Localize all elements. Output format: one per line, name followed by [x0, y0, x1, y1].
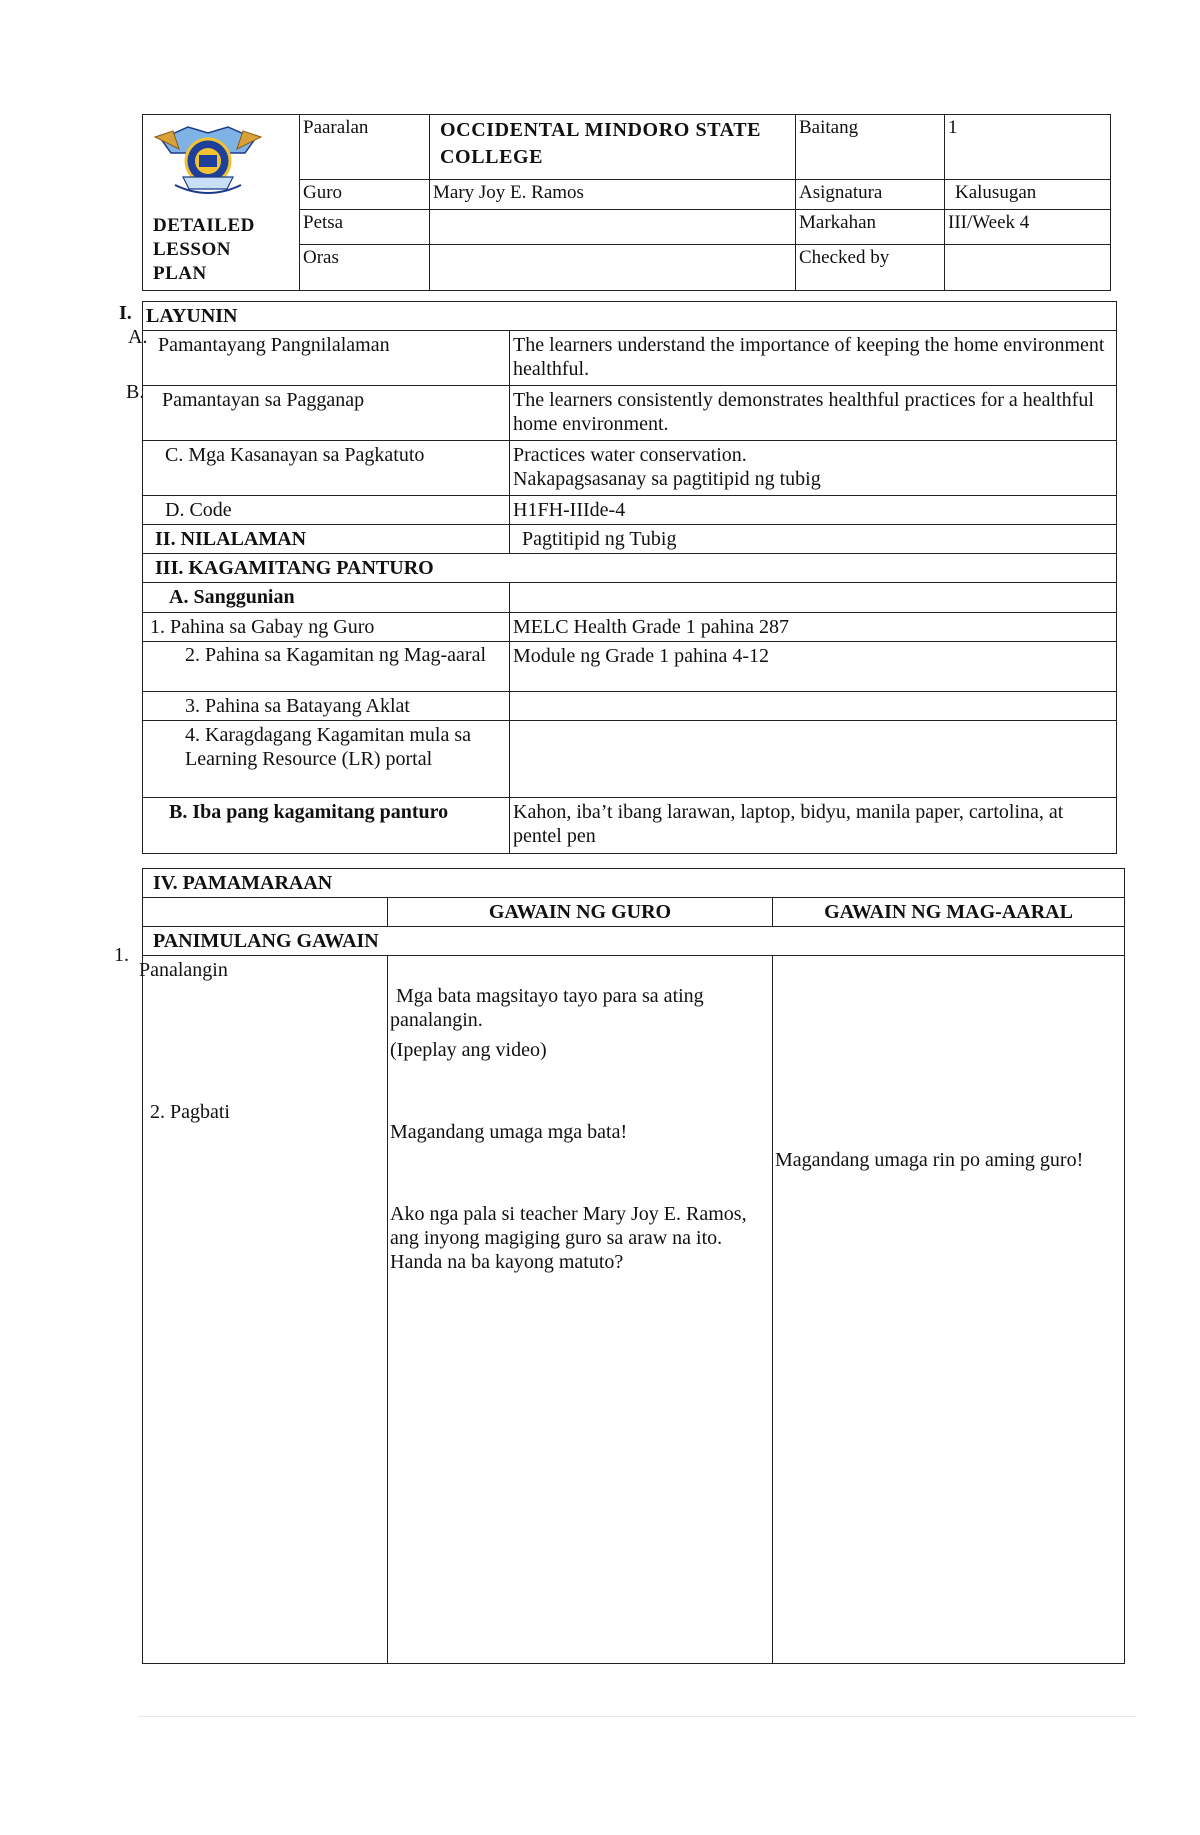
layunin-c-value-line1: Practices water conservation.	[513, 444, 747, 466]
school-name: OCCIDENTAL MINDORO STATE COLLEGE	[440, 119, 762, 168]
resource-2-label: 2. Pahina sa Kagamitan ng Mag-aaral	[143, 642, 510, 692]
resource-1-label: 1. Pahina sa Gabay ng Guro	[143, 613, 510, 642]
layunin-a-letter: A.	[128, 326, 148, 348]
procedure-steps-cell	[139, 956, 388, 1664]
school-seal-icon	[153, 119, 263, 199]
guro-label: Guro	[300, 179, 430, 209]
petsa-label: Petsa	[300, 210, 430, 245]
magaaral-activity-cell	[773, 956, 1125, 1664]
guro-video-note: (Ipeplay ang video)	[390, 1039, 547, 1061]
document-type-label: DETAILED LESSON PLAN	[153, 214, 255, 285]
paaralan-label: Paaralan	[300, 115, 430, 180]
nilalaman-title: II. NILALAMAN	[143, 525, 510, 554]
resource-3-label: 3. Pahina sa Batayang Aklat	[143, 692, 510, 721]
layunin-title: LAYUNIN	[143, 302, 1117, 331]
guro-activity-cell	[388, 956, 773, 1664]
logo-cell	[143, 115, 300, 291]
sanggunian-label: A. Sanggunian	[143, 583, 510, 613]
objectives-table	[142, 301, 1117, 854]
step1-number: 1.	[114, 944, 129, 966]
col-header-magaaral: GAWAIN NG MAG-AARAL	[773, 898, 1125, 927]
checked-by-value	[945, 245, 1111, 291]
nilalaman-value: Pagtitipid ng Tubig	[510, 525, 1117, 554]
asignatura-label: Asignatura	[796, 179, 945, 209]
guro-prayer-text: Mga bata magsitayo tayo para sa ating panalangin.	[390, 985, 704, 1031]
layunin-a-label: Pamantayang Pangnilalaman	[143, 331, 510, 386]
step2-label: 2. Pagbati	[150, 1101, 230, 1123]
oras-label: Oras	[300, 245, 430, 291]
checked-by-label: Checked by	[796, 245, 945, 291]
lesson-header-table	[142, 114, 1111, 291]
resource-4-value	[510, 721, 1117, 798]
markahan-label: Markahan	[796, 210, 945, 245]
layunin-d-label: D. Code	[143, 496, 510, 525]
resource-4-label: 4. Karagdagang Kagamitan mula sa Learning Resource (LR) portal	[143, 721, 510, 798]
layunin-c-value	[510, 441, 1117, 496]
petsa-value	[430, 210, 796, 245]
resource-3-value	[510, 692, 1117, 721]
resource-2-value: Module ng Grade 1 pahina 4-12	[510, 642, 1117, 692]
layunin-b-value: The learners consistently demonstrates healthful practices for a healthful home environment.	[510, 386, 1117, 441]
col-header-guro: GAWAIN NG GURO	[388, 898, 773, 927]
layunin-c-value-line2: Nakapagsasanay sa pagtitipid ng tubig	[513, 468, 821, 490]
baitang-label: Baitang	[796, 115, 945, 180]
layunin-b-label: Pamantayan sa Pagganap	[143, 386, 510, 441]
layunin-d-value: H1FH-IIIde-4	[510, 496, 1117, 525]
procedure-blank-header	[143, 898, 388, 927]
iba-pang-kagamitan-value: Kahon, iba’t ibang larawan, laptop, bidyu, manila paper, cartolina, at pentel pen	[510, 798, 1117, 854]
sanggunian-value	[510, 583, 1117, 613]
iba-pang-kagamitan-label: B. Iba pang kagamitang panturo	[143, 798, 510, 854]
guro-value: Mary Joy E. Ramos	[430, 179, 796, 209]
guro-introduction: Ako nga pala si teacher Mary Joy E. Ramos, ang inyong magiging guro sa araw na ito. Handa na ba kayong matuto?	[390, 1203, 747, 1273]
guro-greeting: Magandang umaga mga bata!	[390, 1121, 628, 1143]
layunin-a-value: The learners understand the importance of keeping the home environment healthful.	[510, 331, 1117, 386]
baitang-value: 1	[945, 115, 1111, 180]
layunin-number: I.	[119, 302, 132, 324]
kagamitan-title: III. KAGAMITANG PANTURO	[143, 554, 1117, 583]
procedure-table	[139, 868, 1125, 1664]
markahan-value: III/Week 4	[945, 210, 1111, 245]
layunin-b-letter: B.	[126, 381, 145, 403]
oras-value	[430, 245, 796, 291]
panimula-title: PANIMULANG GAWAIN	[143, 927, 1125, 956]
magaaral-greeting-response: Magandang umaga rin po aming guro!	[775, 1149, 1084, 1171]
layunin-c-label: C. Mga Kasanayan sa Pagkatuto	[143, 441, 510, 496]
resource-1-value: MELC Health Grade 1 pahina 287	[510, 613, 1117, 642]
asignatura-value: Kalusugan	[945, 179, 1111, 209]
pamamaraan-title: IV. PAMAMARAAN	[143, 869, 1125, 898]
paaralan-value	[430, 115, 796, 180]
page-footer-divider	[138, 1716, 1136, 1717]
step1-label: Panalangin	[139, 959, 228, 981]
